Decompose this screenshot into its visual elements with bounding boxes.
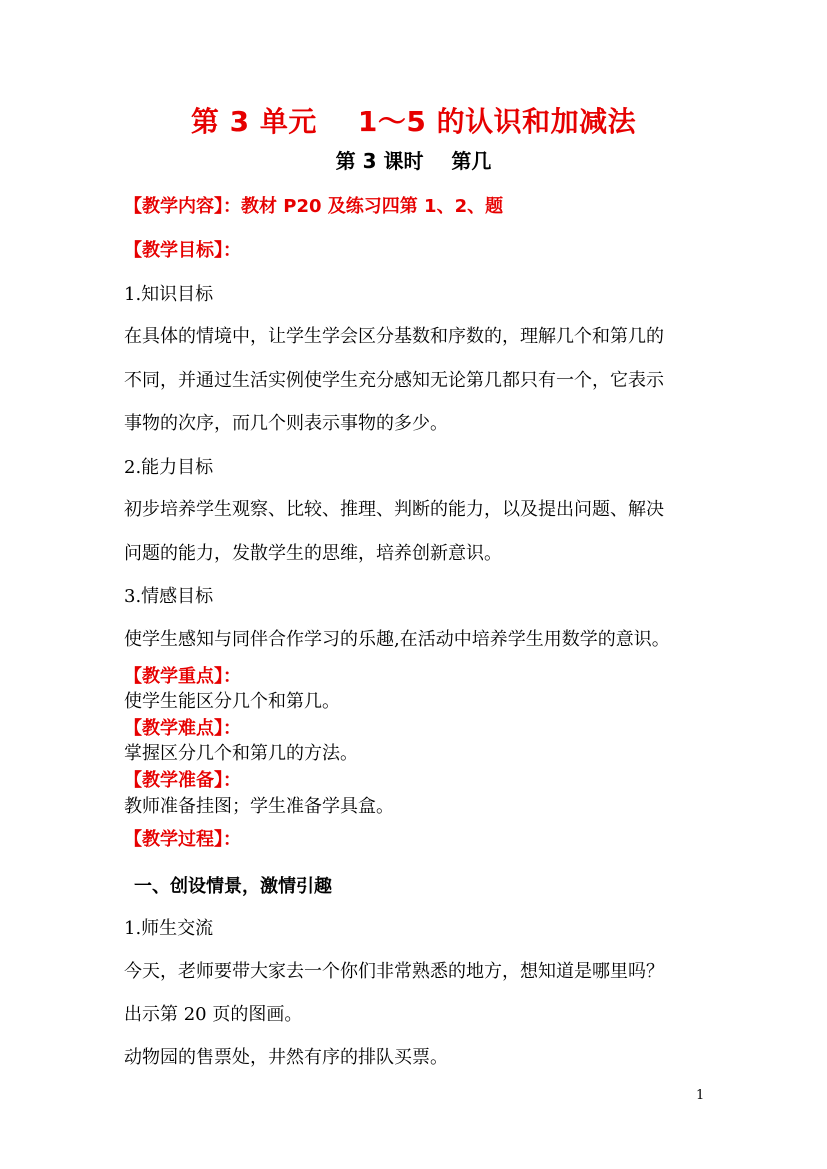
ability-goal-line: 初步培养学生观察、比较、推理、判断的能力，以及提出问题、解决 [124,499,664,520]
preparation-heading: 【教学准备】： [124,770,241,791]
ability-goal-heading: 2.能力目标 [124,457,214,478]
knowledge-goal-line: 事物的次序，而几个则表示事物的多少。 [124,413,448,434]
teaching-goals-heading: 【教学目标】： [124,240,241,261]
knowledge-goal-heading: 1.知识目标 [124,284,214,305]
teaching-process-heading: 【教学过程】： [124,829,241,850]
body-line: 出示第 20 页的图画。 [124,1004,303,1025]
body-line: 动物园的售票处，井然有序的排队买票。 [124,1047,448,1068]
key-point-text: 使学生能区分几个和第几。 [124,691,340,712]
unit-title: 第 3 单元 1～5 的认识和加减法 [190,105,637,138]
knowledge-goal-line: 不同，并通过生活实例使学生充分感知无论第几都只有一个，它表示 [124,370,664,391]
preparation-text: 教师准备挂图；学生准备学具盒。 [124,796,394,817]
lesson-subtitle: 第 3 课时 第几 [335,149,492,173]
key-point-heading: 【教学重点】： [124,666,241,687]
body-line: 今天，老师要带大家去一个你们非常熟悉的地方，想知道是哪里吗？ [124,961,664,982]
teaching-content-line: 【教学内容】：教材 P20 及练习四第 1、2、题 [124,196,504,217]
emotion-goal-line: 使学生感知与同伴合作学习的乐趣,在活动中培养学生用数学的意识。 [124,629,670,650]
ability-goal-line: 问题的能力，发散学生的思维，培养创新意识。 [124,543,502,564]
section-subheading: 1.师生交流 [124,918,214,939]
difficulty-text: 掌握区分几个和第几的方法。 [124,743,358,764]
difficulty-heading: 【教学难点】： [124,718,241,739]
section-heading: 一、创设情景，激情引趣 [134,876,332,897]
page-number: 1 [696,1088,705,1103]
knowledge-goal-line: 在具体的情境中，让学生学会区分基数和序数的，理解几个和第几的 [124,326,664,347]
emotion-goal-heading: 3.情感目标 [124,586,214,607]
